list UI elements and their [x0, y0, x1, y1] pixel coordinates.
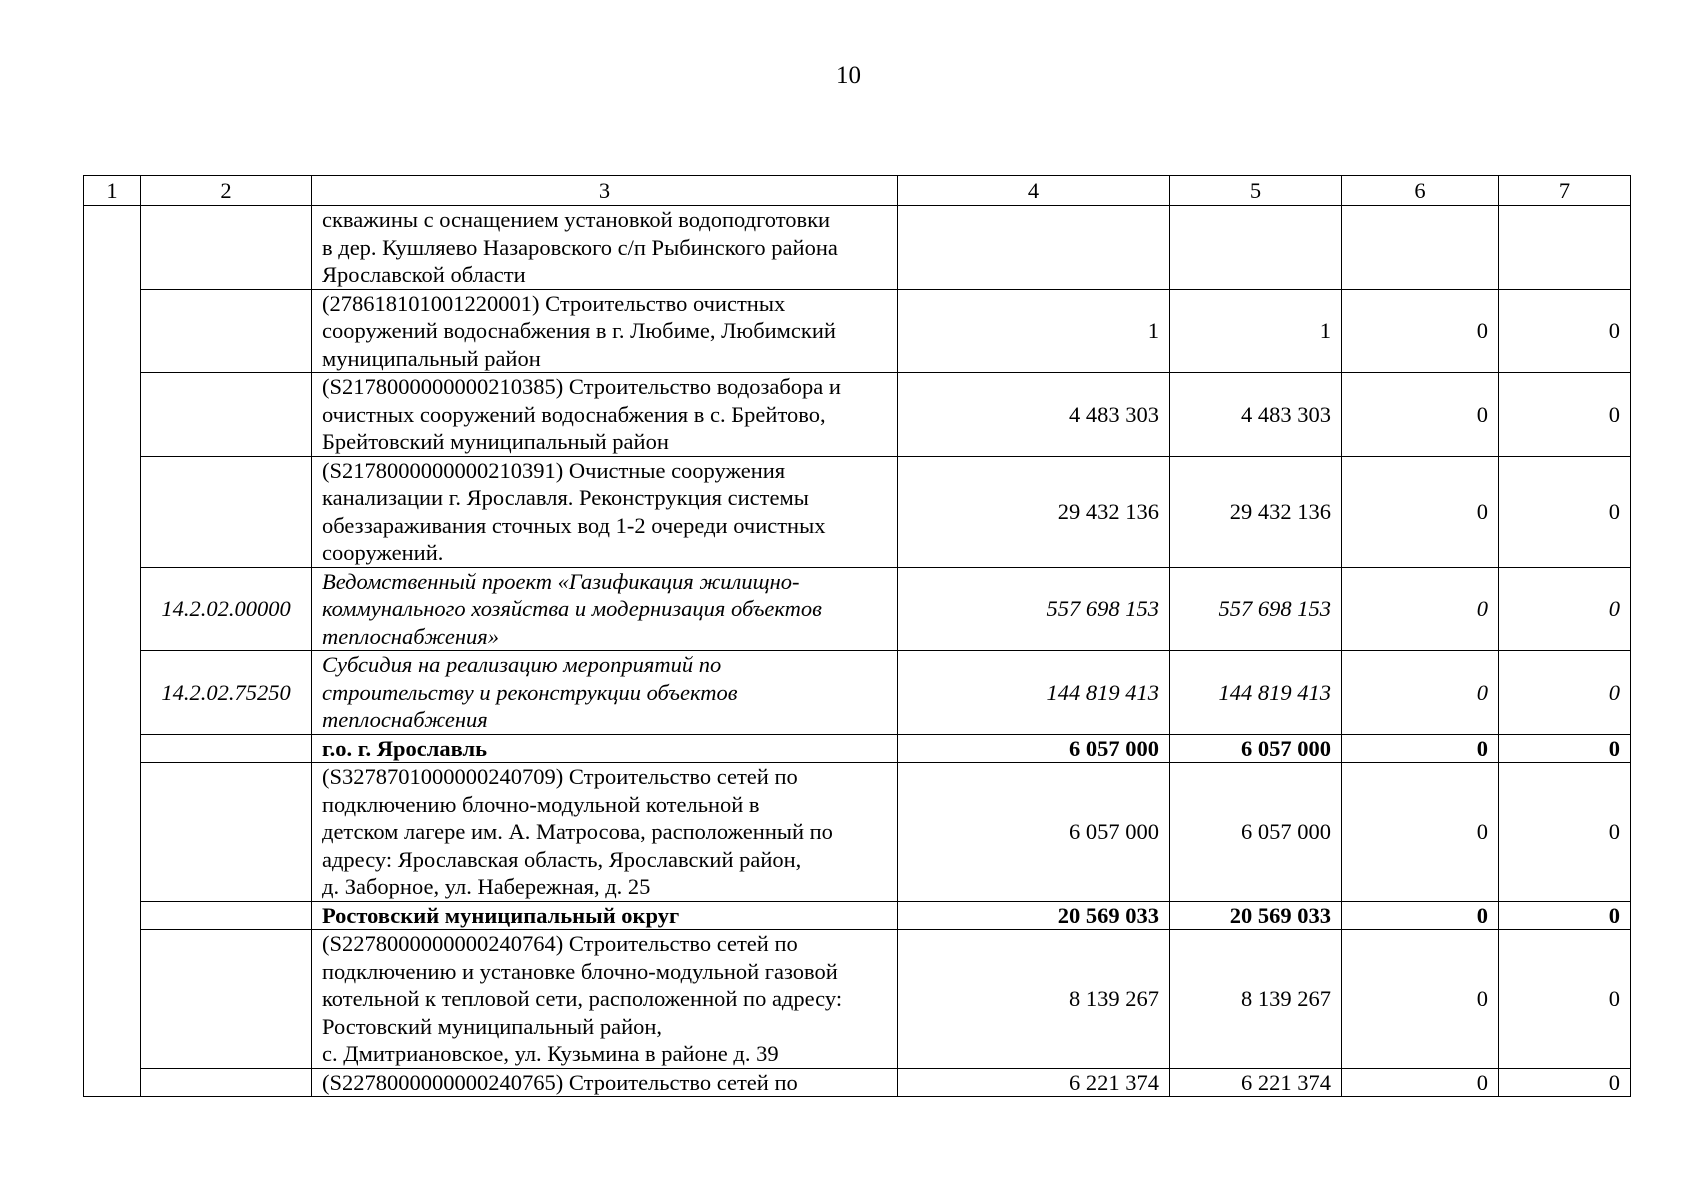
cell-code: 14.2.02.00000	[141, 567, 312, 651]
cell-col5: 20 569 033	[1170, 901, 1342, 930]
description-line: очистных сооружений водоснабжения в с. Брейтово,	[322, 401, 826, 427]
cell-code: 14.2.02.75250	[141, 651, 312, 735]
cell-col6: 0	[1342, 734, 1499, 763]
cell-description	[312, 901, 898, 930]
description-line: Ростовский муниципальный округ	[322, 902, 680, 928]
cell-description	[312, 373, 898, 457]
cell-col7: 0	[1499, 289, 1631, 373]
description-line: (S2278000000000240764) Строительство сетей по	[322, 931, 798, 956]
description-line: в дер. Кушляево Назаровского с/п Рыбинского района	[322, 234, 838, 260]
table-row	[84, 456, 1631, 567]
description-line: Ведомственный проект «Газификация жилищно-	[322, 568, 800, 594]
cell-code	[141, 901, 312, 930]
cell-col4: 20 569 033	[898, 901, 1170, 930]
description-line: Ярославской области	[322, 262, 526, 287]
cell-col6: 0	[1342, 930, 1499, 1069]
cell-col5: 6 057 000	[1170, 734, 1342, 763]
cell-description	[312, 1068, 898, 1097]
cell-col7	[1499, 206, 1631, 290]
table-row	[84, 763, 1631, 902]
budget-table-body	[84, 176, 1631, 1097]
header-col-6: 6	[1342, 176, 1499, 206]
description-line: детском лагере им. А. Матросова, расположенный по	[322, 819, 833, 844]
description-line: коммунального хозяйства и модернизация объектов	[322, 596, 822, 621]
cell-code	[141, 1068, 312, 1097]
cell-col7: 0	[1499, 901, 1631, 930]
cell-code	[141, 734, 312, 763]
cell-col6: 0	[1342, 1068, 1499, 1097]
cell-code	[141, 763, 312, 902]
description-line: Ростовский муниципальный район,	[322, 1013, 663, 1039]
table-row	[84, 567, 1631, 651]
table-row	[84, 734, 1631, 763]
cell-code	[141, 373, 312, 457]
cell-col7: 0	[1499, 456, 1631, 567]
cell-col4: 1	[898, 289, 1170, 373]
header-col-4: 4	[898, 176, 1170, 206]
cell-col6: 0	[1342, 567, 1499, 651]
cell-col7: 0	[1499, 930, 1631, 1069]
cell-col4: 8 139 267	[898, 930, 1170, 1069]
description-line: д. Заборное, ул. Набережная, д. 25	[322, 874, 651, 899]
header-col-3: 3	[312, 176, 898, 206]
description-line: теплоснабжения	[322, 707, 488, 732]
cell-col6: 0	[1342, 763, 1499, 902]
description-line: скважины с оснащением установкой водоподготовки	[322, 207, 831, 232]
table-row	[84, 651, 1631, 735]
table-row	[84, 206, 1631, 290]
description-line: Брейтовский муниципальный район	[322, 429, 669, 454]
header-col-2: 2	[141, 176, 312, 206]
cell-col7: 0	[1499, 373, 1631, 457]
cell-col7: 0	[1499, 651, 1631, 735]
cell-description	[312, 206, 898, 290]
cell-col7: 0	[1499, 763, 1631, 902]
cell-col4: 6 057 000	[898, 734, 1170, 763]
description-line: подключению и установке блочно-модульной газовой	[322, 958, 838, 984]
cell-col5: 6 221 374	[1170, 1068, 1342, 1097]
cell-description	[312, 930, 898, 1069]
cell-col5: 29 432 136	[1170, 456, 1342, 567]
cell-code	[141, 456, 312, 567]
cell-col4: 29 432 136	[898, 456, 1170, 567]
description-line: (S2178000000000210391) Очистные сооружения	[322, 457, 786, 483]
description-line: сооружений водоснабжения в г. Любиме, Любимский	[322, 318, 836, 343]
description-line: подключению блочно-модульной котельной в	[322, 791, 760, 817]
header-col-1: 1	[84, 176, 141, 206]
description-line: адресу: Ярославская область, Ярославский район,	[322, 846, 802, 872]
cell-col6: 0	[1342, 901, 1499, 930]
description-line: обеззараживания сточных вод 1-2 очереди очистных	[322, 512, 826, 538]
cell-description	[312, 289, 898, 373]
cell-col6: 0	[1342, 289, 1499, 373]
cell-col5	[1170, 206, 1342, 290]
description-line: (S2178000000000210385) Строительство водозабора и	[322, 374, 841, 399]
cell-col6: 0	[1342, 456, 1499, 567]
cell-col4: 557 698 153	[898, 567, 1170, 651]
cell-code	[141, 930, 312, 1069]
cell-col7: 0	[1499, 1068, 1631, 1097]
cell-col7: 0	[1499, 567, 1631, 651]
cell-description	[312, 651, 898, 735]
cell-col5: 4 483 303	[1170, 373, 1342, 457]
header-col-7: 7	[1499, 176, 1631, 206]
cell-col5: 557 698 153	[1170, 567, 1342, 651]
table-row	[84, 373, 1631, 457]
cell-code	[141, 206, 312, 290]
cell-col6: 0	[1342, 651, 1499, 735]
cell-col5: 144 819 413	[1170, 651, 1342, 735]
table-row	[84, 1068, 1631, 1097]
cell-col4	[898, 206, 1170, 290]
description-line: (278618101001220001) Строительство очистных	[322, 290, 786, 316]
cell-col5: 8 139 267	[1170, 930, 1342, 1069]
table-row	[84, 930, 1631, 1069]
cell-col4: 144 819 413	[898, 651, 1170, 735]
description-line: канализации г. Ярославля. Реконструкция системы	[322, 485, 809, 510]
description-line: (S2278000000000240765) Строительство сетей по	[322, 1069, 798, 1095]
cell-col4: 6 221 374	[898, 1068, 1170, 1097]
cell-col5: 1	[1170, 289, 1342, 373]
description-line: теплоснабжения»	[322, 623, 499, 649]
cell-col6: 0	[1342, 373, 1499, 457]
cell-col4: 6 057 000	[898, 763, 1170, 902]
cell-col7: 0	[1499, 734, 1631, 763]
description-line: котельной к тепловой сети, расположенной по адресу:	[322, 986, 843, 1011]
cell-description	[312, 734, 898, 763]
cell-description	[312, 763, 898, 902]
cell-col4: 4 483 303	[898, 373, 1170, 457]
table-header-row	[84, 176, 1631, 206]
table-row	[84, 901, 1631, 930]
description-line: Субсидия на реализацию мероприятий по	[322, 652, 722, 677]
cell-col5: 6 057 000	[1170, 763, 1342, 902]
budget-table	[83, 175, 1631, 1097]
description-line: строительству и реконструкции объектов	[322, 679, 738, 705]
page-number: 10	[836, 62, 861, 89]
description-line: сооружений.	[322, 540, 444, 565]
description-line: с. Дмитриановское, ул. Кузьмина в районе д. 39	[322, 1041, 779, 1066]
cell-col-1	[84, 206, 141, 1097]
header-col-5: 5	[1170, 176, 1342, 206]
table-row	[84, 289, 1631, 373]
cell-description	[312, 456, 898, 567]
description-line: муниципальный район	[322, 345, 541, 371]
cell-code	[141, 289, 312, 373]
description-line: г.о. г. Ярославль	[322, 735, 487, 761]
cell-description	[312, 567, 898, 651]
cell-col6	[1342, 206, 1499, 290]
description-line: (S3278701000000240709) Строительство сетей по	[322, 764, 798, 789]
